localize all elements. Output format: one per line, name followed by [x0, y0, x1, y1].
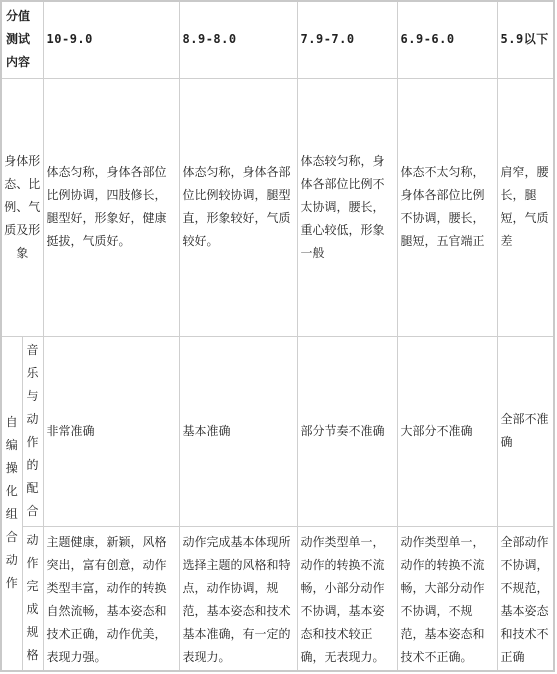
completion-cell-3: 动作类型单一，动作的转换不流畅，小部分动作不协调，基本姿态和技术较正确，无表现力。 — [297, 526, 397, 671]
header-range-2: 8.9-8.0 — [179, 1, 297, 78]
music-cell-2: 基本准确 — [179, 336, 297, 526]
header-range-3: 7.9-7.0 — [297, 1, 397, 78]
music-cell-1: 非常准确 — [43, 336, 179, 526]
music-label: 音乐与动作的配合 — [22, 336, 43, 526]
music-cell-3: 部分节奏不准确 — [297, 336, 397, 526]
header-row — [1, 1, 554, 78]
completion-row — [1, 526, 554, 671]
body-shape-cell-1: 体态匀称，身体各部位比例协调，四肢修长，腿型好，形象好，健康挺拔，气质好。 — [43, 78, 179, 336]
header-range-1: 10-9.0 — [43, 1, 179, 78]
completion-cell-4: 动作类型单一，动作的转换不流畅，大部分动作不协调，不规范，基本姿态和技术不正确。 — [397, 526, 497, 671]
body-shape-label: 身体形态、比例、气质及形象 — [1, 78, 43, 336]
music-cell-4: 大部分不准确 — [397, 336, 497, 526]
completion-cell-5: 全部动作不协调，不规范，基本姿态和技术不正确 — [497, 526, 554, 671]
body-shape-cell-3: 体态较匀称，身体各部位比例不太协调，腰长，重心较低，形象一般 — [297, 78, 397, 336]
body-shape-cell-4: 体态不太匀称，身体各部位比例不协调，腰长，腿短，五官端正 — [397, 78, 497, 336]
header-range-4: 6.9-6.0 — [397, 1, 497, 78]
body-shape-cell-2: 体态匀称，身体各部位比例较协调，腿型直，形象较好，气质较好。 — [179, 78, 297, 336]
completion-label: 动作完成规格 — [22, 526, 43, 671]
completion-cell-1: 主题健康，新颖，风格突出，富有创意，动作类型丰富，动作的转换自然流畅，基本姿态和技术正确，动作优美，表现力强。 — [43, 526, 179, 671]
body-shape-row — [1, 78, 554, 336]
self-choreography-label: 自编操化组合动作 — [1, 336, 22, 671]
header-range-5: 5.9以下 — [497, 1, 554, 78]
music-cell-5: 全部不准确 — [497, 336, 554, 526]
body-shape-cell-5: 肩窄，腰长，腿短，气质差 — [497, 78, 554, 336]
header-corner: 分值测试内容 — [1, 1, 43, 78]
music-row — [1, 336, 554, 526]
completion-cell-2: 动作完成基本体现所选择主题的风格和特点，动作协调，规范，基本姿态和技术基本准确，有一定的表现力。 — [179, 526, 297, 671]
